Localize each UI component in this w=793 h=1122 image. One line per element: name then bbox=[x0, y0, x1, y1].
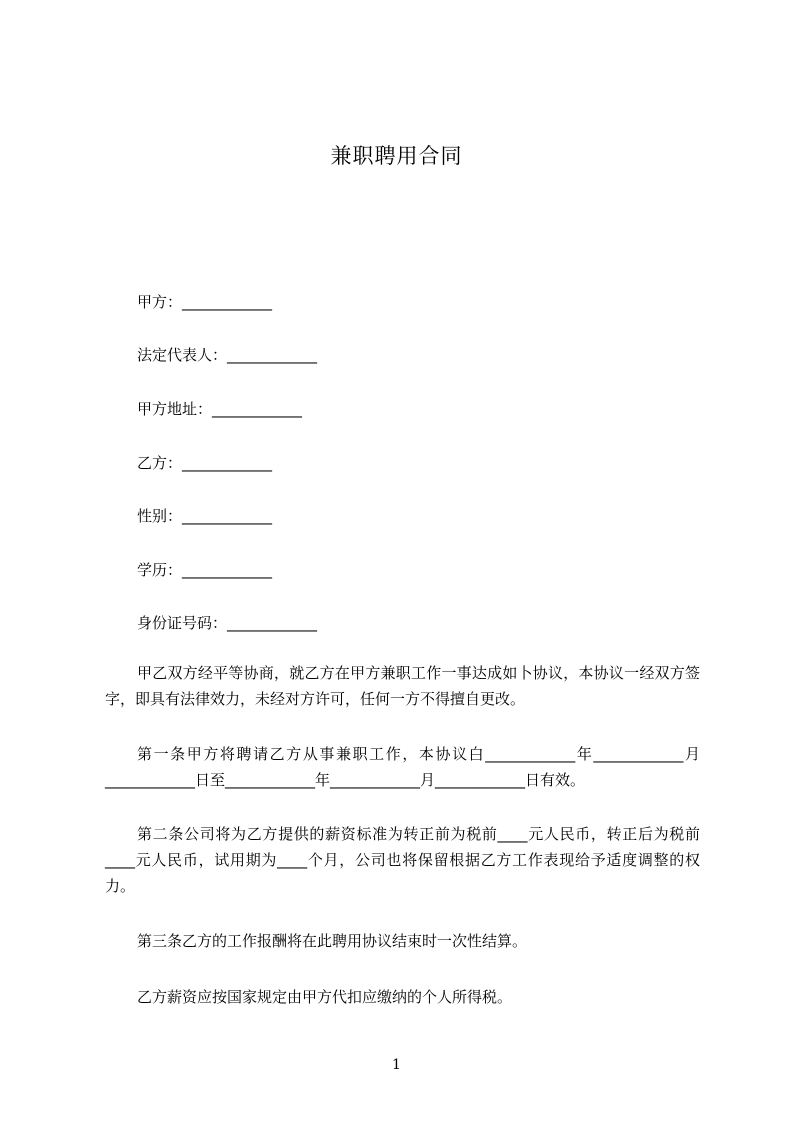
field-gender: 性别：____________ bbox=[137, 507, 273, 525]
field-party-b: 乙方：____________ bbox=[137, 454, 273, 472]
paragraph-article-1: 第一条甲方将聘请乙方从事兼职工作，本协议白____________年____________月____________日至____________年____________月____________日有效。 bbox=[105, 745, 700, 789]
document-title: 兼职聘用合同 bbox=[330, 144, 463, 168]
field-id-number: 身份证号码：____________ bbox=[137, 614, 318, 632]
paragraph-tax-note: 乙方薪资应按国家规定由甲方代扣应缴纳的个人所得税。 bbox=[137, 988, 513, 1006]
paragraph-article-2: 第二条公司将为乙方提供的薪资标准为转正前为税前____元人民币，转正后为税前____元人民币，试用期为____个月，公司也将保留根据乙方工作表现给予适度调整的权力。 bbox=[105, 825, 700, 895]
paragraph-preamble: 甲乙双方经平等协商，就乙方在甲方兼职工作一事达成如卜协议，本协议一经双方签字，即具有法律效力，未经对方许可，任何一方不得擅自更改。 bbox=[105, 664, 700, 708]
field-party-a-address: 甲方地址：____________ bbox=[137, 400, 303, 418]
field-legal-representative: 法定代表人：____________ bbox=[137, 346, 318, 364]
field-party-a: 甲方：____________ bbox=[137, 293, 273, 311]
field-education: 学历：____________ bbox=[137, 561, 273, 579]
page-number: 1 bbox=[392, 1057, 401, 1073]
paragraph-article-3: 第三条乙方的工作报酬将在此聘用协议结束时一次性结算。 bbox=[137, 932, 528, 950]
